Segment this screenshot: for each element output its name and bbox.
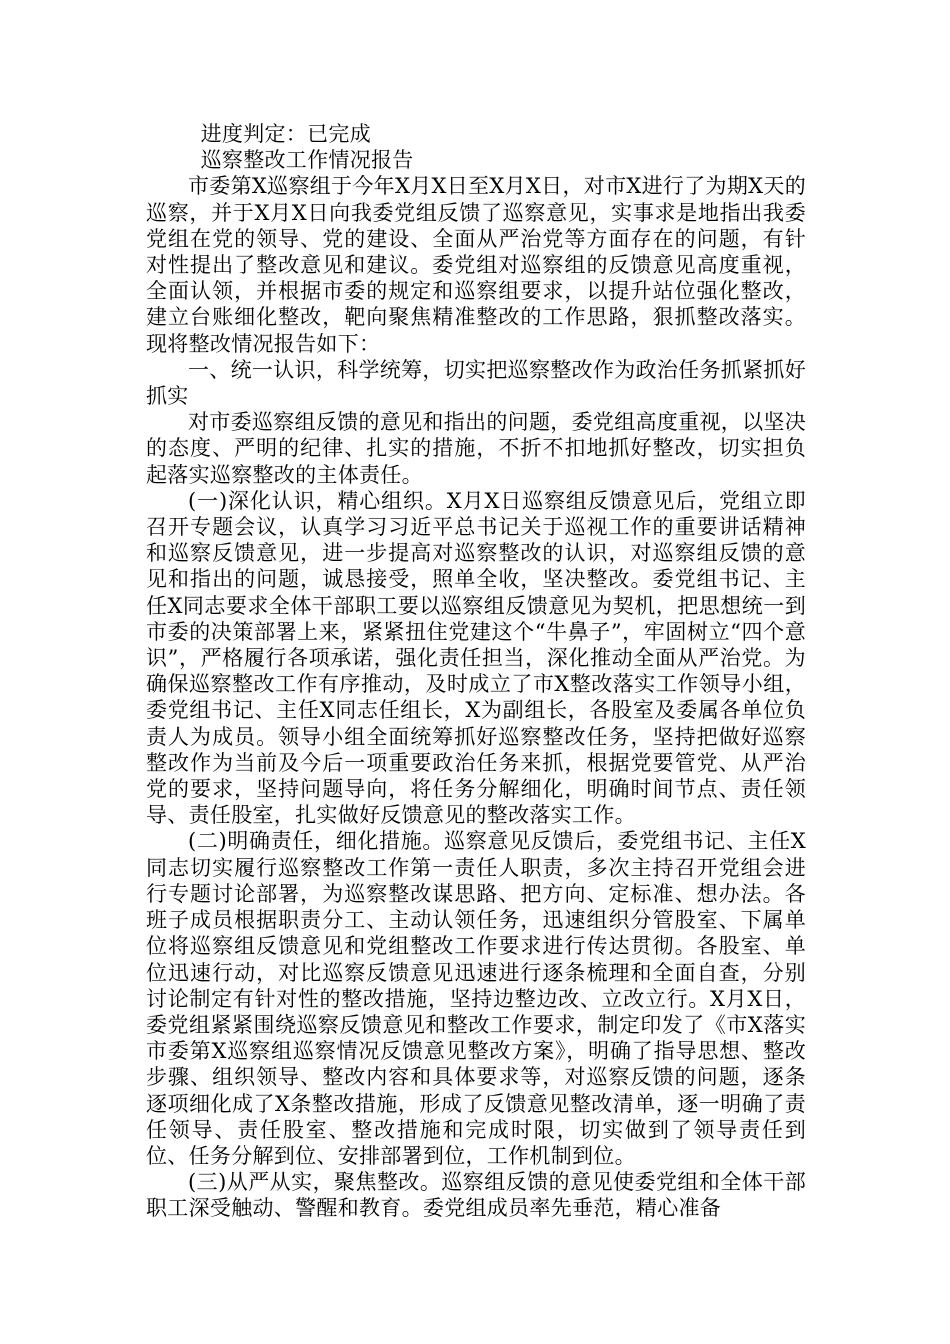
paragraph-subsection-2: (二)明确责任，细化措施。巡察意见反馈后，委党组书记、主任X同志切实履行巡察整改工作第一责任人职责，多次主持召开党组会进行专题讨论部署，为巡察整改谋思路、把方向、定标准、想办法。各班子成员根据职责分工、主动认领任务，迅速组织分管股室、下属单位将巡察组反馈意见和党组整改工作要求进行传达贯彻。各股室、单位迅速行动，对比巡察反馈意见迅速进行逐条梳理和全面自查，分别讨论制定有针对性的整改措施，坚持边整边改、立改立行。X月X日，委党组紧紧围绕巡察反馈意见和整改工作要求，制定印发了《市X落实市委第X巡察组巡察情况反馈意见整改方案》，明确了指导思想、整改步骤、组织领导、整改内容和具体要求等，对巡察反馈的问题，逐条逐项细化成了X条整改措施，形成了反馈意见整改清单，逐一明确了责任领导、责任股室、整改措施和完成时限，切实做到了领导责任到位、任务分解到位、安排部署到位，工作机制到位。 [146,829,806,1168]
section-heading-1: 一、统一认识，科学统筹，切实把巡察整改作为政治任务抓紧抓好抓实 [146,357,806,409]
paragraph-subsection-3: (三)从严从实，聚焦整改。巡察组反馈的意见使委党组和全体干部职工深受触动、警醒和教育。委党组成员率先垂范，精心准备 [146,1170,806,1221]
paragraph-subsection-1: (一)深化认识，精心组织。X月X日巡察组反馈意见后，党组立即召开专题会议，认真学习习近平总书记关于巡视工作的重要讲话精神和巡察反馈意见，进一步提高对巡察整改的认识，对巡察组反馈的意见和指出的问题，诚恳接受，照单全收，坚决整改。委党组书记、主任X同志要求全体干部职工要以巡察组反馈意见为契机，把思想统一到市委的决策部署上来，紧紧扭住党建这个“牛鼻子”，牢固树立“四个意识”，严格履行各项承诺，强化责任担当，深化推动全面从严治党。为确保巡察整改工作有序推动，及时成立了市X整改落实工作领导小组，委党组书记、主任X同志任组长，X为副组长，各股室及委属各单位负责人为成员。领导小组全面统筹抓好巡察整改任务，坚持把做好巡察整改作为当前及今后一项重要政治任务来抓，根据党要管党、从严治党的要求，坚持问题导向，将任务分解细化，明确时间节点、责任领导、责任股室，扎实做好反馈意见的整改落实工作。 [146,488,806,828]
document-body [146,121,806,1222]
paragraph-intro: 市委第X巡察组于今年X月X日至X月X日，对市X进行了为期X天的巡察，并于X月X日向我委党组反馈了巡察意见，实事求是地指出我委党组在党的领导、党的建设、全面从严治党等方面存在的问题，有针对性提出了整改意见和建议。委党组对巡察组的反馈意见高度重视，全面认领，并根据市委的规定和巡察组要求，以提升站位强化整改，建立台账细化整改，靶向聚焦精准整改的工作思路，狠抓整改落实。现将整改情况报告如下： [146,174,806,356]
paragraph-section-1-intro: 对市委巡察组反馈的意见和指出的问题，委党组高度重视，以坚决的态度、严明的纪律、扎实的措施，不折不扣地抓好整改，切实担负起落实巡察整改的主体责任。 [146,410,806,487]
document-title: 巡察整改工作情况报告 [200,148,414,173]
progress-status: 进度判定：已完成 [200,122,371,146]
